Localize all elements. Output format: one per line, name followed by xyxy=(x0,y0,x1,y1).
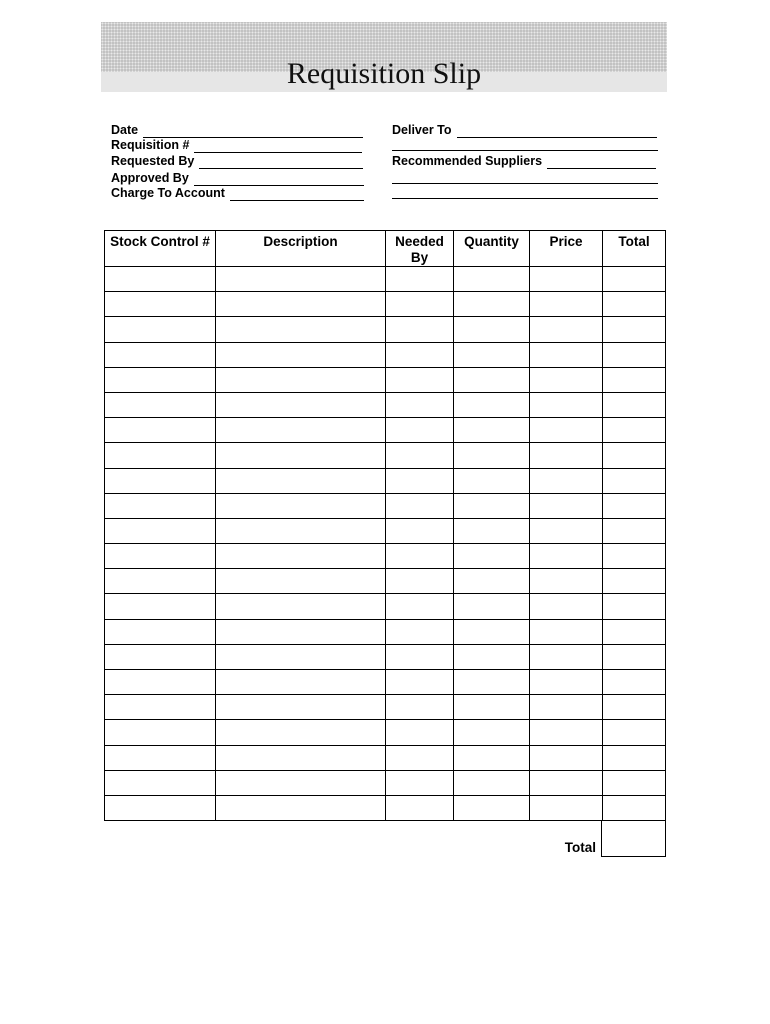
cell-total[interactable] xyxy=(603,367,666,392)
cell-quantity[interactable] xyxy=(454,695,530,720)
cell-total[interactable] xyxy=(603,493,666,518)
col-header-needed-by: Needed By xyxy=(386,231,454,267)
cell-price[interactable] xyxy=(530,267,603,292)
approved-by-field[interactable] xyxy=(111,171,364,186)
deliver-to-input-line[interactable] xyxy=(457,124,657,138)
cell-needed-by[interactable] xyxy=(386,745,454,770)
cell-stock-control[interactable] xyxy=(105,392,216,417)
cell-total[interactable] xyxy=(603,518,666,543)
cell-price[interactable] xyxy=(530,770,603,795)
title-banner xyxy=(101,22,667,92)
cell-stock-control[interactable] xyxy=(105,670,216,695)
cell-needed-by[interactable] xyxy=(386,770,454,795)
cell-price[interactable] xyxy=(530,418,603,443)
grand-total-label: Total xyxy=(564,840,596,855)
cell-description[interactable] xyxy=(216,569,386,594)
cell-description[interactable] xyxy=(216,544,386,569)
approved-by-input-line[interactable] xyxy=(194,172,364,186)
cell-stock-control[interactable] xyxy=(105,367,216,392)
cell-needed-by[interactable] xyxy=(386,695,454,720)
table-row xyxy=(105,644,666,669)
table-row xyxy=(105,670,666,695)
charge-to-account-input-line[interactable] xyxy=(230,187,364,201)
cell-needed-by[interactable] xyxy=(386,493,454,518)
cell-total[interactable] xyxy=(603,619,666,644)
cell-quantity[interactable] xyxy=(454,770,530,795)
cell-description[interactable] xyxy=(216,518,386,543)
cell-total[interactable] xyxy=(603,418,666,443)
cell-price[interactable] xyxy=(530,493,603,518)
cell-price[interactable] xyxy=(530,317,603,342)
cell-stock-control[interactable] xyxy=(105,594,216,619)
cell-needed-by[interactable] xyxy=(386,795,454,820)
cell-needed-by[interactable] xyxy=(386,518,454,543)
requisition-number-field[interactable] xyxy=(111,138,362,153)
date-input-line[interactable] xyxy=(143,124,363,138)
table-row xyxy=(105,569,666,594)
table-row xyxy=(105,544,666,569)
cell-total[interactable] xyxy=(603,468,666,493)
cell-total[interactable] xyxy=(603,317,666,342)
col-header-price: Price xyxy=(530,231,603,267)
cell-quantity[interactable] xyxy=(454,644,530,669)
cell-needed-by[interactable] xyxy=(386,267,454,292)
col-header-quantity: Quantity xyxy=(454,231,530,267)
cell-total[interactable] xyxy=(603,695,666,720)
col-header-description: Description xyxy=(216,231,386,267)
cell-price[interactable] xyxy=(530,443,603,468)
cell-description[interactable] xyxy=(216,695,386,720)
cell-quantity[interactable] xyxy=(454,392,530,417)
date-field[interactable] xyxy=(111,123,363,138)
cell-stock-control[interactable] xyxy=(105,493,216,518)
cell-total[interactable] xyxy=(603,795,666,820)
cell-quantity[interactable] xyxy=(454,468,530,493)
cell-needed-by[interactable] xyxy=(386,644,454,669)
cell-price[interactable] xyxy=(530,342,603,367)
cell-price[interactable] xyxy=(530,795,603,820)
cell-description[interactable] xyxy=(216,468,386,493)
cell-quantity[interactable] xyxy=(454,544,530,569)
requested-by-label: Requested By xyxy=(111,154,195,168)
cell-price[interactable] xyxy=(530,670,603,695)
deliver-to-field[interactable] xyxy=(392,123,657,138)
cell-description[interactable] xyxy=(216,342,386,367)
cell-price[interactable] xyxy=(530,695,603,720)
cell-description[interactable] xyxy=(216,392,386,417)
cell-price[interactable] xyxy=(530,594,603,619)
cell-quantity[interactable] xyxy=(454,493,530,518)
table-row xyxy=(105,594,666,619)
cell-quantity[interactable] xyxy=(454,594,530,619)
cell-quantity[interactable] xyxy=(454,518,530,543)
cell-needed-by[interactable] xyxy=(386,418,454,443)
table-row xyxy=(105,795,666,820)
deliver-to-extra-line[interactable] xyxy=(392,150,658,151)
table-row xyxy=(105,392,666,417)
requisition-number-label: Requisition # xyxy=(111,138,190,152)
recommended-suppliers-field[interactable] xyxy=(392,154,656,169)
cell-price[interactable] xyxy=(530,619,603,644)
table-row xyxy=(105,443,666,468)
cell-quantity[interactable] xyxy=(454,569,530,594)
cell-total[interactable] xyxy=(603,644,666,669)
cell-price[interactable] xyxy=(530,569,603,594)
cell-stock-control[interactable] xyxy=(105,267,216,292)
cell-price[interactable] xyxy=(530,468,603,493)
page-title: Requisition Slip xyxy=(286,57,482,90)
suppliers-extra-line-2[interactable] xyxy=(392,198,658,199)
cell-description[interactable] xyxy=(216,594,386,619)
cell-total[interactable] xyxy=(603,267,666,292)
cell-quantity[interactable] xyxy=(454,443,530,468)
table-row xyxy=(105,745,666,770)
cell-price[interactable] xyxy=(530,518,603,543)
cell-needed-by[interactable] xyxy=(386,619,454,644)
cell-stock-control[interactable] xyxy=(105,619,216,644)
cell-total[interactable] xyxy=(603,569,666,594)
table-row xyxy=(105,493,666,518)
cell-total[interactable] xyxy=(603,670,666,695)
cell-description[interactable] xyxy=(216,493,386,518)
date-label: Date xyxy=(111,123,139,137)
cell-needed-by[interactable] xyxy=(386,544,454,569)
cell-quantity[interactable] xyxy=(454,342,530,367)
cell-price[interactable] xyxy=(530,644,603,669)
cell-quantity[interactable] xyxy=(454,292,530,317)
cell-description[interactable] xyxy=(216,443,386,468)
cell-description[interactable] xyxy=(216,745,386,770)
cell-stock-control[interactable] xyxy=(105,468,216,493)
cell-description[interactable] xyxy=(216,267,386,292)
cell-description[interactable] xyxy=(216,795,386,820)
cell-needed-by[interactable] xyxy=(386,317,454,342)
table-row xyxy=(105,418,666,443)
cell-stock-control[interactable] xyxy=(105,695,216,720)
table-row xyxy=(105,342,666,367)
cell-total[interactable] xyxy=(603,720,666,745)
table-header-row xyxy=(105,231,666,267)
cell-quantity[interactable] xyxy=(454,619,530,644)
cell-description[interactable] xyxy=(216,418,386,443)
cell-price[interactable] xyxy=(530,367,603,392)
table-row xyxy=(105,518,666,543)
approved-by-label: Approved By xyxy=(111,171,189,185)
cell-needed-by[interactable] xyxy=(386,392,454,417)
table-row xyxy=(105,292,666,317)
suppliers-extra-line-1[interactable] xyxy=(392,183,658,184)
grand-total-box[interactable] xyxy=(601,821,666,857)
deliver-to-label: Deliver To xyxy=(392,123,452,137)
cell-stock-control[interactable] xyxy=(105,644,216,669)
cell-total[interactable] xyxy=(603,594,666,619)
table-row xyxy=(105,267,666,292)
cell-stock-control[interactable] xyxy=(105,544,216,569)
cell-stock-control[interactable] xyxy=(105,418,216,443)
recommended-suppliers-input-line[interactable] xyxy=(547,155,656,169)
cell-description[interactable] xyxy=(216,670,386,695)
cell-needed-by[interactable] xyxy=(386,342,454,367)
cell-total[interactable] xyxy=(603,392,666,417)
cell-needed-by[interactable] xyxy=(386,468,454,493)
cell-needed-by[interactable] xyxy=(386,670,454,695)
table-row xyxy=(105,367,666,392)
cell-description[interactable] xyxy=(216,720,386,745)
cell-stock-control[interactable] xyxy=(105,795,216,820)
cell-needed-by[interactable] xyxy=(386,292,454,317)
cell-stock-control[interactable] xyxy=(105,518,216,543)
charge-to-account-field[interactable] xyxy=(111,186,364,201)
cell-stock-control[interactable] xyxy=(105,569,216,594)
cell-total[interactable] xyxy=(603,292,666,317)
requisition-number-input-line[interactable] xyxy=(194,139,362,153)
col-header-stock-control: Stock Control # xyxy=(105,231,216,267)
cell-price[interactable] xyxy=(530,292,603,317)
cell-quantity[interactable] xyxy=(454,745,530,770)
cell-quantity[interactable] xyxy=(454,720,530,745)
cell-description[interactable] xyxy=(216,317,386,342)
cell-total[interactable] xyxy=(603,745,666,770)
cell-stock-control[interactable] xyxy=(105,317,216,342)
cell-price[interactable] xyxy=(530,544,603,569)
cell-needed-by[interactable] xyxy=(386,569,454,594)
cell-quantity[interactable] xyxy=(454,267,530,292)
cell-quantity[interactable] xyxy=(454,795,530,820)
cell-price[interactable] xyxy=(530,392,603,417)
cell-description[interactable] xyxy=(216,644,386,669)
cell-description[interactable] xyxy=(216,619,386,644)
cell-price[interactable] xyxy=(530,745,603,770)
cell-quantity[interactable] xyxy=(454,367,530,392)
table-row xyxy=(105,619,666,644)
table-row xyxy=(105,720,666,745)
table-row xyxy=(105,695,666,720)
cell-needed-by[interactable] xyxy=(386,367,454,392)
items-table xyxy=(104,230,666,821)
cell-stock-control[interactable] xyxy=(105,745,216,770)
cell-description[interactable] xyxy=(216,367,386,392)
cell-stock-control[interactable] xyxy=(105,443,216,468)
col-header-total: Total xyxy=(603,231,666,267)
cell-description[interactable] xyxy=(216,770,386,795)
cell-stock-control[interactable] xyxy=(105,292,216,317)
table-row xyxy=(105,468,666,493)
cell-quantity[interactable] xyxy=(454,317,530,342)
cell-quantity[interactable] xyxy=(454,418,530,443)
cell-total[interactable] xyxy=(603,544,666,569)
requested-by-input-line[interactable] xyxy=(199,155,363,169)
cell-needed-by[interactable] xyxy=(386,594,454,619)
cell-price[interactable] xyxy=(530,720,603,745)
cell-needed-by[interactable] xyxy=(386,720,454,745)
table-row xyxy=(105,770,666,795)
cell-description[interactable] xyxy=(216,292,386,317)
cell-total[interactable] xyxy=(603,342,666,367)
cell-stock-control[interactable] xyxy=(105,720,216,745)
cell-needed-by[interactable] xyxy=(386,443,454,468)
cell-total[interactable] xyxy=(603,770,666,795)
table-row xyxy=(105,317,666,342)
cell-stock-control[interactable] xyxy=(105,342,216,367)
cell-stock-control[interactable] xyxy=(105,770,216,795)
recommended-suppliers-label: Recommended Suppliers xyxy=(392,154,543,168)
requested-by-field[interactable] xyxy=(111,154,363,169)
cell-total[interactable] xyxy=(603,443,666,468)
cell-quantity[interactable] xyxy=(454,670,530,695)
charge-to-account-label: Charge To Account xyxy=(111,186,225,200)
items-table-body xyxy=(105,267,666,821)
